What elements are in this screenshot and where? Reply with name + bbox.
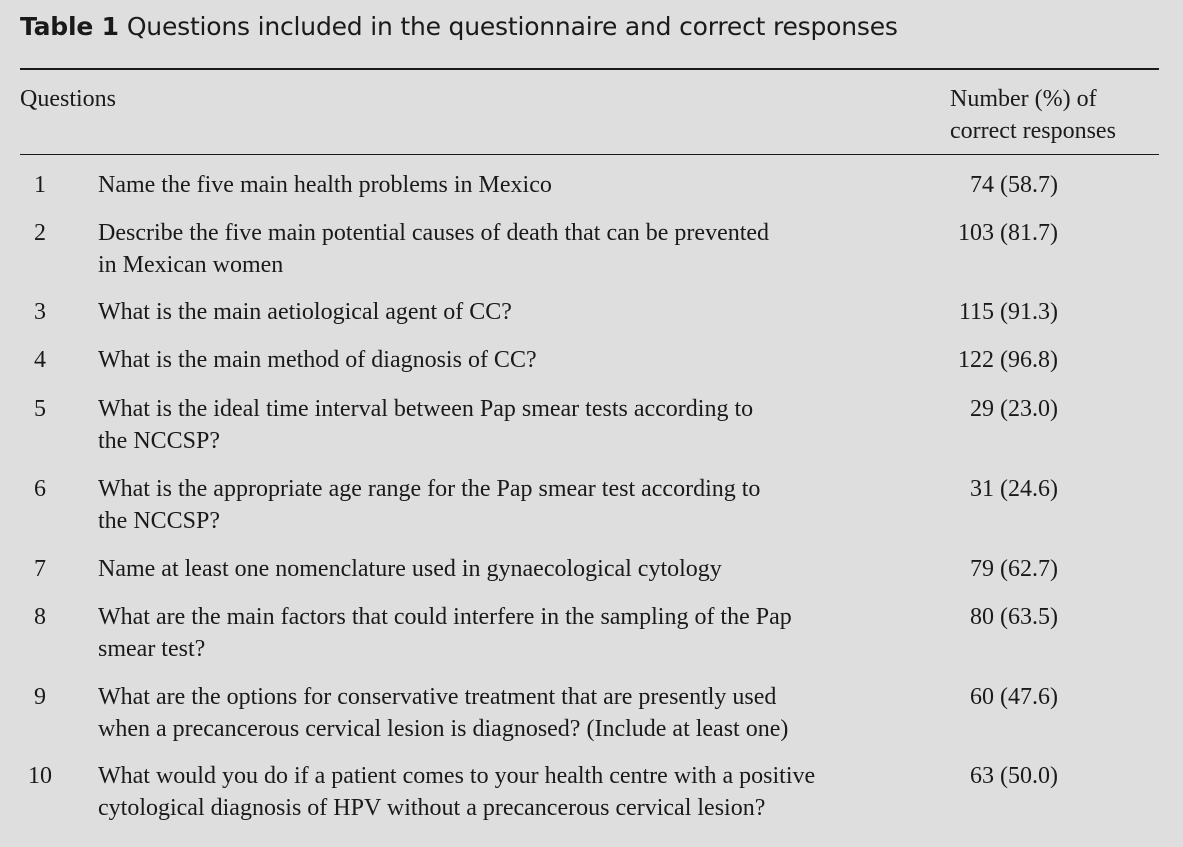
row-question (98, 393, 753, 457)
question-line: in Mexican women (98, 252, 284, 278)
question-line: the NCCSP? (98, 428, 221, 454)
header-rule (20, 154, 1159, 155)
table-caption: Questions included in the questionnaire and correct responses (126, 12, 898, 41)
question-line: What is the ideal time interval between Pap smear tests according to (98, 396, 754, 422)
question-line: What would you do if a patient comes to your health centre with a positive (98, 763, 816, 789)
row-value: 122 (96.8) (958, 347, 1058, 373)
question-line: Describe the five main potential causes of death that can be prevented (98, 220, 770, 246)
row-question (98, 344, 537, 376)
header-questions: Questions (20, 86, 116, 112)
header-number-line-2: correct responses (950, 118, 1116, 144)
question-line: What is the main method of diagnosis of CC? (98, 347, 537, 373)
row-number: 4 (34, 347, 46, 373)
top-rule (20, 68, 1159, 70)
question-line: What is the appropriate age range for the Pap smear test according to (98, 476, 761, 502)
question-line: the NCCSP? (98, 508, 221, 534)
row-value: 79 (62.7) (970, 556, 1058, 582)
question-line: What are the main factors that could interfere in the sampling of the Pap (98, 604, 792, 630)
question-line: Name at least one nomenclature used in gynaecological cytology (98, 556, 722, 582)
row-value: 29 (23.0) (970, 396, 1058, 422)
table-label: Table 1 (20, 12, 119, 41)
row-value: 74 (58.7) (970, 172, 1058, 198)
row-value: 115 (91.3) (958, 299, 1058, 325)
question-line: smear test? (98, 636, 206, 662)
row-value: 60 (47.6) (970, 684, 1058, 710)
table-title (20, 10, 898, 44)
row-question (98, 296, 512, 328)
header-number (950, 83, 1116, 147)
row-question (98, 217, 769, 281)
question-line: when a precancerous cervical lesion is diagnosed? (Include at least one) (98, 716, 789, 742)
question-line: What are the options for conservative treatment that are presently used (98, 684, 777, 710)
question-line: Name the five main health problems in Mexico (98, 172, 552, 198)
row-question (98, 169, 552, 201)
row-number: 3 (34, 299, 46, 325)
row-value: 31 (24.6) (970, 476, 1058, 502)
row-question (98, 473, 760, 537)
row-number: 10 (28, 763, 52, 789)
header-number-line-1: Number (%) of (950, 86, 1097, 112)
row-number: 5 (34, 396, 46, 422)
question-line: cytological diagnosis of HPV without a precancerous cervical lesion? (98, 795, 766, 821)
row-number: 1 (34, 172, 46, 198)
row-number: 2 (34, 220, 46, 246)
row-question (98, 553, 722, 585)
row-value: 63 (50.0) (970, 763, 1058, 789)
row-value: 103 (81.7) (958, 220, 1058, 246)
row-question (98, 601, 792, 665)
row-number: 8 (34, 604, 46, 630)
row-number: 7 (34, 556, 46, 582)
row-question (98, 681, 788, 745)
row-number: 9 (34, 684, 46, 710)
row-value: 80 (63.5) (970, 604, 1058, 630)
row-number: 6 (34, 476, 46, 502)
question-line: What is the main aetiological agent of CC? (98, 299, 512, 325)
row-question (98, 760, 815, 824)
